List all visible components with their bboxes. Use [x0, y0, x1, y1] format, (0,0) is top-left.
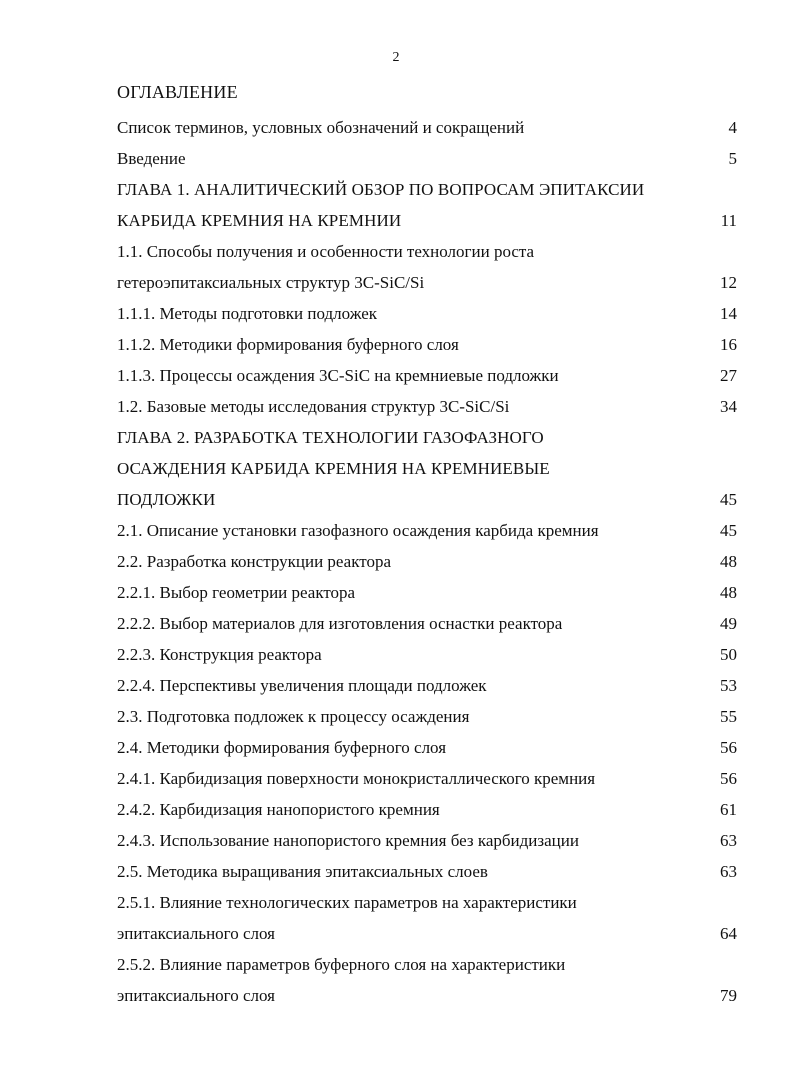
toc-entry-page: 27: [720, 366, 737, 385]
toc-entry-page: 55: [720, 707, 737, 726]
toc-entry-title: 2.5.1. Влияние технологических параметров на характеристики: [117, 893, 577, 912]
toc-entry-page: 34: [720, 397, 737, 416]
toc-entry: [117, 670, 747, 701]
toc-entry: [117, 608, 747, 639]
toc-entry-title: 2.2.1. Выбор геометрии реактора: [117, 583, 356, 602]
toc-entry-page: 48: [720, 583, 737, 602]
toc-entry-page: 4: [728, 118, 737, 137]
toc-entry-title: 2.2.2. Выбор материалов для изготовления оснастки реактора: [117, 614, 563, 633]
toc-entry-title: ОСАЖДЕНИЯ КАРБИДА КРЕМНИЯ НА КРЕМНИЕВЫЕ: [117, 459, 550, 478]
toc-entry-title: 1.1. Способы получения и особенности технологии роста: [117, 242, 535, 261]
toc-entry-title: 2.3. Подготовка подложек к процессу осаждения: [117, 707, 470, 726]
toc-entry-page: 63: [720, 831, 737, 850]
toc-entry-title: 2.5. Методика выращивания эпитаксиальных слоев: [117, 862, 488, 881]
toc-entry-title: 2.5.2. Влияние параметров буферного слоя на характеристики: [117, 955, 566, 974]
toc-entry-page: 11: [720, 211, 737, 230]
toc-entry-title: ПОДЛОЖКИ: [117, 490, 216, 509]
toc-entry-title: КАРБИДА КРЕМНИЯ НА КРЕМНИИ: [117, 211, 402, 230]
toc-entry-page: 5: [728, 149, 737, 168]
toc-entry: [117, 360, 747, 391]
toc-entry-title: 2.2.4. Перспективы увеличения площади подложек: [117, 676, 487, 695]
toc-entry: [117, 825, 747, 856]
toc-entry-title: эпитаксиального слоя: [117, 924, 276, 943]
toc-entry-title: 2.4.2. Карбидизация нанопористого кремния: [117, 800, 440, 819]
toc-entry-page: 50: [720, 645, 737, 664]
toc-entry-page: 53: [720, 676, 737, 695]
toc-entry: [117, 546, 747, 577]
toc-entry: [117, 143, 747, 174]
toc-entry-title: эпитаксиального слоя: [117, 986, 276, 1005]
toc-entry: [117, 174, 747, 205]
toc-entry: [117, 949, 747, 980]
toc-entry: [117, 515, 747, 546]
toc-entry-title: гетероэпитаксиальных структур 3C-SiC/Si: [117, 273, 425, 292]
toc-entry: [117, 639, 747, 670]
toc-entry-title: Список терминов, условных обозначений и сокращений: [117, 118, 525, 137]
toc-entry-title: 2.2. Разработка конструкции реактора: [117, 552, 392, 571]
toc-entry-title: 2.4. Методики формирования буферного слоя: [117, 738, 447, 757]
toc-entry-title: 1.2. Базовые методы исследования структур 3C-SiC/Si: [117, 397, 510, 416]
toc-entry-title: 2.2.3. Конструкция реактора: [117, 645, 322, 664]
toc-entry: [117, 577, 747, 608]
toc-entry: [117, 701, 747, 732]
toc-entry-title: 2.4.3. Использование нанопористого кремния без карбидизации: [117, 831, 579, 850]
toc-entry-page: 16: [720, 335, 737, 354]
toc-entry-page: 45: [720, 490, 737, 509]
page-number: 2: [392, 50, 400, 65]
toc-entry: [117, 453, 747, 484]
toc-entry: [117, 484, 747, 515]
toc-entry-page: 45: [720, 521, 737, 540]
toc-heading: ОГЛАВЛЕНИЕ: [117, 82, 238, 102]
toc-entry: [117, 205, 747, 236]
toc-entry: [117, 329, 747, 360]
toc-entry: [117, 887, 747, 918]
toc-entry-title: 1.1.2. Методики формирования буферного слоя: [117, 335, 459, 354]
toc-entry-title: 1.1.1. Методы подготовки подложек: [117, 304, 378, 323]
toc-entry-title: ГЛАВА 2. РАЗРАБОТКА ТЕХНОЛОГИИ ГАЗОФАЗНОГО: [117, 428, 544, 447]
toc-entry-title: 2.1. Описание установки газофазного осаждения карбида кремния: [117, 521, 599, 540]
toc-entry: [117, 763, 747, 794]
toc-entry-page: 49: [720, 614, 737, 633]
toc-entry-page: 64: [720, 924, 737, 943]
table-of-contents: [117, 112, 747, 1011]
toc-entry-page: 14: [720, 304, 737, 323]
toc-entry-page: 48: [720, 552, 737, 571]
toc-entry: [117, 794, 747, 825]
toc-entry-page: 56: [720, 738, 737, 757]
toc-entry-page: 79: [720, 986, 737, 1005]
toc-entry: [117, 422, 747, 453]
toc-entry-title: 2.4.1. Карбидизация поверхности монокристаллического кремния: [117, 769, 596, 788]
toc-entry-page: 61: [720, 800, 737, 819]
toc-entry: [117, 267, 747, 298]
toc-entry: [117, 918, 747, 949]
toc-entry: [117, 112, 747, 143]
toc-entry: [117, 391, 747, 422]
toc-entry: [117, 856, 747, 887]
toc-entry: [117, 980, 747, 1011]
toc-entry: [117, 732, 747, 763]
toc-entry-page: 56: [720, 769, 737, 788]
toc-entry-page: 12: [720, 273, 737, 292]
toc-entry-page: 63: [720, 862, 737, 881]
toc-entry: [117, 298, 747, 329]
toc-entry: [117, 236, 747, 267]
toc-entry-title: Введение: [117, 149, 186, 168]
toc-entry-title: 1.1.3. Процессы осаждения 3C-SiC на кремниевые подложки: [117, 366, 559, 385]
toc-entry-title: ГЛАВА 1. АНАЛИТИЧЕСКИЙ ОБЗОР ПО ВОПРОСАМ ЭПИТАКСИИ: [117, 180, 645, 199]
